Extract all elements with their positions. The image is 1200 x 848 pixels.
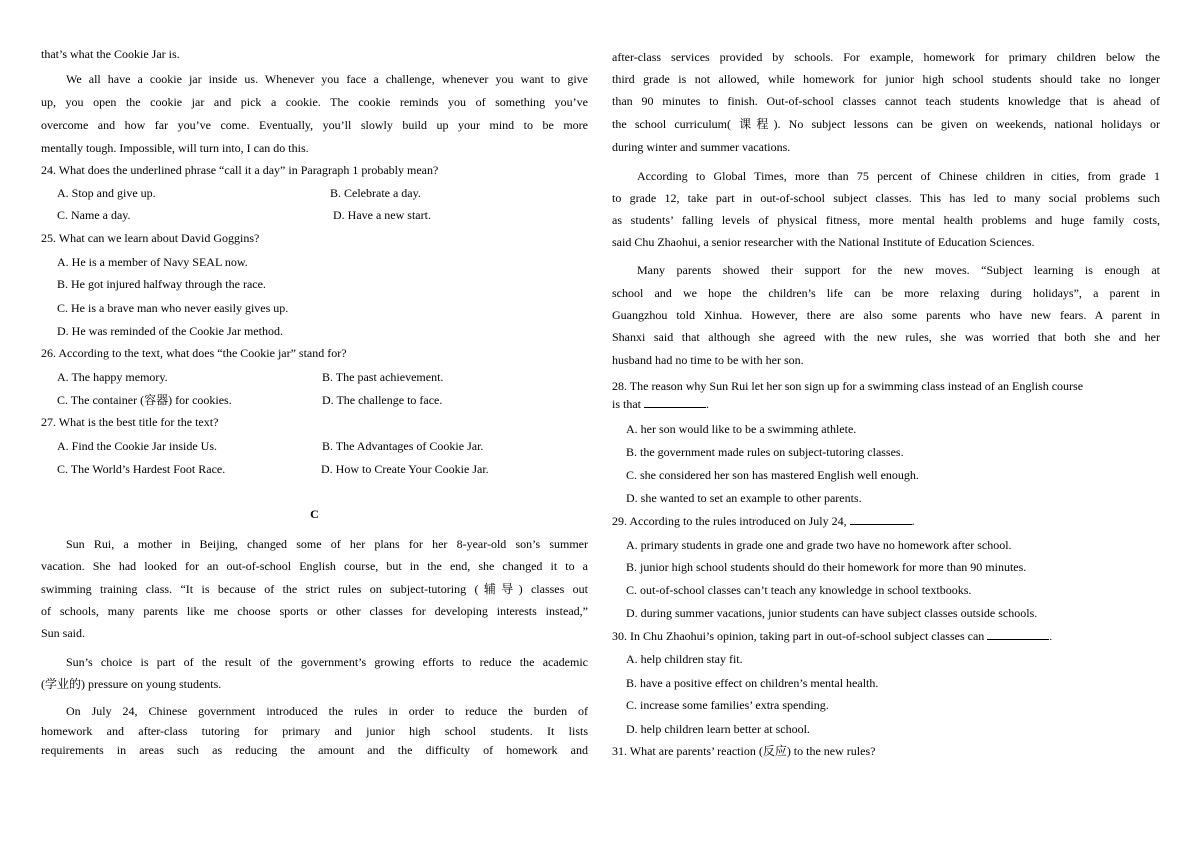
july-paragraph-line: requirements in areas such as reducing the amount and the difficulty of homework and [41, 743, 588, 757]
q24-option-b: B. Celebrate a day. [330, 186, 421, 200]
question-30-stem: 30. In Chu Zhaohui’s opinion, taking part in out-of-school subject classes can . [612, 629, 1053, 643]
question-25-stem: 25. What can we learn about David Goggins? [41, 231, 260, 245]
rules-paragraph-line: the school curriculum( 课程). No subject lessons can be given on weekends, national holidays or [612, 117, 1160, 131]
cookie-paragraph-line: We all have a cookie jar inside us. Whenever you face a challenge, whenever you want to give [66, 72, 588, 86]
answer-blank [644, 396, 706, 408]
cookie-paragraph-line: overcome and how far you’ve come. Eventually, you’ll slowly build up your mind to be more [41, 118, 588, 132]
sunrui-paragraph-line: vacation. She had looked for an out-of-school English course, but in the end, she changed it to a [41, 559, 588, 573]
question-28-stem-cont: is that . [612, 397, 709, 411]
question-31-stem: 31. What are parents’ reaction (反应) to the new rules? [612, 744, 876, 758]
q24-option-a: A. Stop and give up. [57, 186, 156, 200]
choice-paragraph-line: (学业的) pressure on young students. [41, 677, 222, 691]
parents-paragraph-line: Many parents showed their support for the new moves. “Subject learning is enough at [637, 263, 1160, 277]
q30-option-a: A. help children stay fit. [626, 652, 743, 666]
q26-option-a: A. The happy memory. [57, 370, 168, 384]
q25-option-a: A. He is a member of Navy SEAL now. [57, 255, 248, 269]
cookie-paragraph-line: mentally tough. Impossible, will turn into, I can do this. [41, 141, 309, 155]
global-paragraph-line: According to Global Times, more than 75 percent of Chinese children in cities, from grade 1 [637, 169, 1160, 183]
question-28-stem: 28. The reason why Sun Rui let her son sign up for a swimming class instead of an English course [612, 379, 1084, 393]
q29-option-d: D. during summer vacations, junior students can have subject classes outside schools. [626, 606, 1038, 620]
q30-option-d: D. help children learn better at school. [626, 722, 810, 736]
july-paragraph-line: On July 24, Chinese government introduced the rules in order to reduce the burden of [66, 704, 588, 718]
question-29-stem: 29. According to the rules introduced on July 24, . [612, 514, 915, 528]
parents-paragraph-line: husband had no time to be with her son. [612, 353, 804, 367]
sunrui-paragraph-line: swimming training class. “It is because of the strict rules on subject-tutoring (辅导) classes out [41, 582, 588, 596]
global-paragraph-line: as students’ falling levels of physical fitness, more mental health problems and huge family costs, [612, 213, 1160, 227]
question-24-stem: 24. What does the underlined phrase “call it a day” in Paragraph 1 probably mean? [41, 163, 439, 177]
global-paragraph-line: said Chu Zhaohui, a senior researcher with the National Institute of Education Sciences. [612, 235, 1035, 249]
parents-paragraph-line: school and we hope the children’s life can be more relaxing during holidays”, a parent in [612, 286, 1160, 300]
answer-blank [850, 513, 912, 525]
q25-option-c: C. He is a brave man who never easily gives up. [57, 301, 289, 315]
rules-paragraph-line: than 90 minutes to finish. Out-of-school classes cannot teach students knowledge that is ahead of [612, 94, 1160, 108]
sunrui-paragraph-line: Sun Rui, a mother in Beijing, changed some of her plans for her 8-year-old son’s summer [66, 537, 588, 551]
rules-paragraph-line: third grade is not allowed, while homework for junior high school students should take no longer [612, 72, 1160, 86]
q25-option-d: D. He was reminded of the Cookie Jar method. [57, 324, 283, 338]
question-26-stem: 26. According to the text, what does “the Cookie jar” stand for? [41, 346, 347, 360]
q25-option-b: B. He got injured halfway through the race. [57, 277, 266, 291]
answer-blank [987, 628, 1049, 640]
q24-option-c: C. Name a day. [57, 208, 131, 222]
rules-paragraph-line: during winter and summer vacations. [612, 140, 791, 154]
q30-option-b: B. have a positive effect on children’s mental health. [626, 676, 879, 690]
sunrui-paragraph-line: Sun said. [41, 626, 86, 640]
q27-option-a: A. Find the Cookie Jar inside Us. [57, 439, 217, 453]
parents-paragraph-line: Shanxi said that although she agreed with the new rules, she was worried that both she and her [612, 330, 1160, 344]
q27-option-c: C. The World’s Hardest Foot Race. [57, 462, 226, 476]
q28-option-b: B. the government made rules on subject-tutoring classes. [626, 445, 904, 459]
q29-option-c: C. out-of-school classes can’t teach any knowledge in school textbooks. [626, 583, 972, 597]
sunrui-paragraph-line: of schools, many parents like me choose sports or other classes for developing interests instead,” [41, 604, 588, 618]
q26-option-c: C. The container (容器) for cookies. [57, 393, 232, 407]
q27-option-b: B. The Advantages of Cookie Jar. [322, 439, 484, 453]
q26-option-b: B. The past achievement. [322, 370, 444, 384]
q24-option-d: D. Have a new start. [333, 208, 431, 222]
q30-option-c: C. increase some families’ extra spending. [626, 698, 829, 712]
parents-paragraph-line: Guangzhou told Xinhua. However, there are also some parents who have new fears. A parent in [612, 308, 1160, 322]
q29-option-b: B. junior high school students should do their homework for more than 90 minutes. [626, 560, 1027, 574]
question-27-stem: 27. What is the best title for the text? [41, 415, 219, 429]
intro-end-line: that’s what the Cookie Jar is. [41, 47, 180, 61]
q27-option-d: D. How to Create Your Cookie Jar. [321, 462, 489, 476]
choice-paragraph-line: Sun’s choice is part of the result of the government’s growing efforts to reduce the academic [66, 655, 588, 669]
q28-option-a: A. her son would like to be a swimming athlete. [626, 422, 857, 436]
cookie-paragraph-line: up, you open the cookie jar and pick a cookie. The cookie reminds you of something you’ve [41, 95, 588, 109]
july-paragraph-line: homework and after-class tutoring for primary and junior high school students. It lists [41, 724, 588, 738]
rules-paragraph-line: after-class services provided by schools. For example, homework for primary children below the [612, 50, 1160, 64]
q26-option-d: D. The challenge to face. [322, 393, 443, 407]
q29-option-a: A. primary students in grade one and grade two have no homework after school. [626, 538, 1012, 552]
section-heading-c: C [310, 507, 319, 521]
q28-option-c: C. she considered her son has mastered English well enough. [626, 468, 919, 482]
global-paragraph-line: to grade 12, take part in out-of-school subject classes. This has led to many social problems such [612, 191, 1160, 205]
q28-option-d: D. she wanted to set an example to other parents. [626, 491, 862, 505]
